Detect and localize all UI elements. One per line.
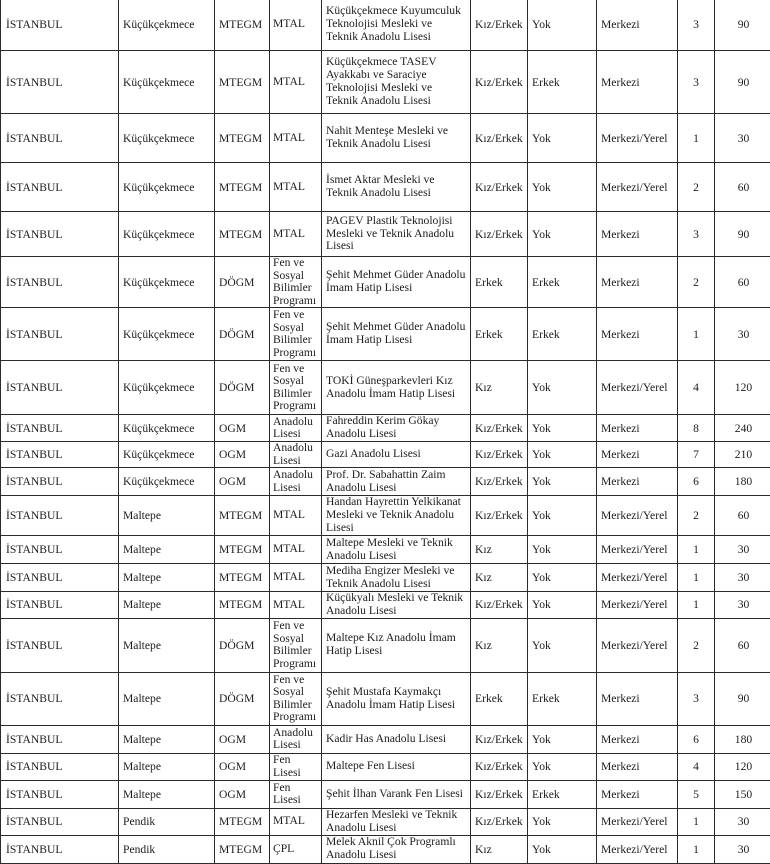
cell-program-type: Fen ve Sosyal Bilimler Programı bbox=[270, 257, 322, 308]
cell-province: İSTANBUL bbox=[1, 672, 119, 725]
cell-placement-type: Merkezi bbox=[597, 415, 678, 442]
cell-branch-count: 4 bbox=[678, 753, 715, 780]
cell-student-gender: Kız/Erkek bbox=[471, 212, 528, 257]
cell-placement-type: Merkezi bbox=[597, 0, 678, 51]
table-row bbox=[1, 212, 770, 257]
cell-school-name: Melek Aknil Çok Programlı Anadolu Lisesi bbox=[322, 835, 471, 863]
cell-program-type: Fen ve Sosyal Bilimler Programı bbox=[270, 361, 322, 415]
cell-branch-count: 1 bbox=[678, 564, 715, 592]
cell-directorate: MTEGM bbox=[215, 564, 270, 592]
cell-province: İSTANBUL bbox=[1, 496, 119, 536]
cell-directorate: DÖGM bbox=[215, 308, 270, 361]
cell-district: Küçükçekmece bbox=[119, 114, 215, 163]
cell-quota: 30 bbox=[715, 808, 770, 835]
cell-school-name: TOKİ Güneşparkevleri Kız Anadolu İmam Hatip Lisesi bbox=[322, 361, 471, 415]
cell-program-type: MTAL bbox=[270, 536, 322, 564]
cell-directorate: MTEGM bbox=[215, 835, 270, 863]
cell-province: İSTANBUL bbox=[1, 536, 119, 564]
cell-student-gender: Erkek bbox=[471, 672, 528, 725]
cell-boarding: Erkek bbox=[528, 672, 597, 725]
cell-placement-type: Merkezi/Yerel bbox=[597, 496, 678, 536]
cell-district: Küçükçekmece bbox=[119, 257, 215, 308]
cell-directorate: OGM bbox=[215, 468, 270, 496]
cell-directorate: DÖGM bbox=[215, 672, 270, 725]
cell-program-type: Fen Lisesi bbox=[270, 780, 322, 808]
cell-province: İSTANBUL bbox=[1, 725, 119, 753]
table-row bbox=[1, 808, 770, 835]
table-row bbox=[1, 257, 770, 308]
cell-province: İSTANBUL bbox=[1, 835, 119, 863]
cell-school-name: Küçükçekmece Kuyumculuk Teknolojisi Mesleki ve Teknik Anadolu Lisesi bbox=[322, 0, 471, 51]
cell-province: İSTANBUL bbox=[1, 114, 119, 163]
cell-quota: 60 bbox=[715, 618, 770, 672]
cell-program-type: MTAL bbox=[270, 808, 322, 835]
cell-student-gender: Kız/Erkek bbox=[471, 780, 528, 808]
cell-district: Küçükçekmece bbox=[119, 0, 215, 51]
cell-school-name: Şehit Mustafa Kaymakçı Anadolu İmam Hatip Lisesi bbox=[322, 672, 471, 725]
cell-directorate: OGM bbox=[215, 753, 270, 780]
cell-directorate: OGM bbox=[215, 442, 270, 468]
cell-quota: 30 bbox=[715, 564, 770, 592]
cell-boarding: Erkek bbox=[528, 257, 597, 308]
cell-directorate: DÖGM bbox=[215, 257, 270, 308]
cell-student-gender: Kız/Erkek bbox=[471, 808, 528, 835]
cell-province: İSTANBUL bbox=[1, 0, 119, 51]
cell-student-gender: Kız/Erkek bbox=[471, 468, 528, 496]
cell-quota: 90 bbox=[715, 51, 770, 114]
cell-student-gender: Kız/Erkek bbox=[471, 114, 528, 163]
table-row bbox=[1, 415, 770, 442]
cell-province: İSTANBUL bbox=[1, 468, 119, 496]
cell-school-name: Şehit İlhan Varank Fen Lisesi bbox=[322, 780, 471, 808]
cell-directorate: MTEGM bbox=[215, 51, 270, 114]
cell-directorate: DÖGM bbox=[215, 361, 270, 415]
cell-district: Küçükçekmece bbox=[119, 468, 215, 496]
cell-program-type: MTAL bbox=[270, 212, 322, 257]
cell-program-type: ÇPL bbox=[270, 835, 322, 863]
table-row bbox=[1, 564, 770, 592]
cell-school-name: Şehit Mehmet Güder Anadolu İmam Hatip Lisesi bbox=[322, 257, 471, 308]
cell-boarding: Yok bbox=[528, 212, 597, 257]
cell-boarding: Yok bbox=[528, 618, 597, 672]
cell-branch-count: 8 bbox=[678, 415, 715, 442]
cell-branch-count: 3 bbox=[678, 0, 715, 51]
cell-directorate: MTEGM bbox=[215, 114, 270, 163]
cell-boarding: Yok bbox=[528, 536, 597, 564]
cell-branch-count: 1 bbox=[678, 592, 715, 619]
cell-placement-type: Merkezi bbox=[597, 753, 678, 780]
cell-province: İSTANBUL bbox=[1, 308, 119, 361]
cell-placement-type: Merkezi/Yerel bbox=[597, 592, 678, 619]
cell-directorate: MTEGM bbox=[215, 808, 270, 835]
cell-student-gender: Kız bbox=[471, 564, 528, 592]
cell-province: İSTANBUL bbox=[1, 415, 119, 442]
table-row bbox=[1, 753, 770, 780]
cell-province: İSTANBUL bbox=[1, 808, 119, 835]
cell-boarding: Yok bbox=[528, 0, 597, 51]
table-row bbox=[1, 592, 770, 619]
cell-directorate: OGM bbox=[215, 780, 270, 808]
cell-district: Maltepe bbox=[119, 592, 215, 619]
cell-directorate: MTEGM bbox=[215, 212, 270, 257]
table-row bbox=[1, 308, 770, 361]
cell-boarding: Erkek bbox=[528, 780, 597, 808]
cell-province: İSTANBUL bbox=[1, 592, 119, 619]
cell-district: Maltepe bbox=[119, 564, 215, 592]
cell-branch-count: 1 bbox=[678, 114, 715, 163]
cell-school-name: Maltepe Fen Lisesi bbox=[322, 753, 471, 780]
cell-school-name: Hezarfen Mesleki ve Teknik Anadolu Lisesi bbox=[322, 808, 471, 835]
cell-quota: 120 bbox=[715, 361, 770, 415]
cell-placement-type: Merkezi/Yerel bbox=[597, 536, 678, 564]
cell-boarding: Yok bbox=[528, 442, 597, 468]
cell-district: Maltepe bbox=[119, 725, 215, 753]
table-row bbox=[1, 468, 770, 496]
cell-district: Maltepe bbox=[119, 780, 215, 808]
cell-boarding: Yok bbox=[528, 808, 597, 835]
cell-province: İSTANBUL bbox=[1, 257, 119, 308]
cell-placement-type: Merkezi bbox=[597, 442, 678, 468]
cell-branch-count: 1 bbox=[678, 835, 715, 863]
cell-school-name: Fahreddin Kerim Gökay Anadolu Lisesi bbox=[322, 415, 471, 442]
cell-province: İSTANBUL bbox=[1, 618, 119, 672]
table-row bbox=[1, 163, 770, 212]
cell-district: Maltepe bbox=[119, 672, 215, 725]
cell-school-name: PAGEV Plastik Teknolojisi Mesleki ve Teknik Anadolu Lisesi bbox=[322, 212, 471, 257]
cell-branch-count: 6 bbox=[678, 468, 715, 496]
cell-quota: 60 bbox=[715, 163, 770, 212]
cell-school-name: Mediha Engizer Mesleki ve Teknik Anadolu Lisesi bbox=[322, 564, 471, 592]
cell-boarding: Yok bbox=[528, 496, 597, 536]
cell-district: Küçükçekmece bbox=[119, 163, 215, 212]
cell-boarding: Erkek bbox=[528, 51, 597, 114]
cell-district: Maltepe bbox=[119, 618, 215, 672]
cell-directorate: MTEGM bbox=[215, 163, 270, 212]
cell-district: Küçükçekmece bbox=[119, 442, 215, 468]
cell-branch-count: 3 bbox=[678, 51, 715, 114]
cell-district: Maltepe bbox=[119, 753, 215, 780]
cell-province: İSTANBUL bbox=[1, 780, 119, 808]
cell-quota: 90 bbox=[715, 212, 770, 257]
cell-student-gender: Kız/Erkek bbox=[471, 415, 528, 442]
cell-program-type: MTAL bbox=[270, 564, 322, 592]
cell-student-gender: Kız/Erkek bbox=[471, 725, 528, 753]
cell-school-name: İsmet Aktar Mesleki ve Teknik Anadolu Lisesi bbox=[322, 163, 471, 212]
cell-program-type: Anadolu Lisesi bbox=[270, 725, 322, 753]
cell-boarding: Yok bbox=[528, 468, 597, 496]
cell-district: Maltepe bbox=[119, 496, 215, 536]
cell-student-gender: Kız bbox=[471, 361, 528, 415]
cell-placement-type: Merkezi bbox=[597, 308, 678, 361]
cell-placement-type: Merkezi bbox=[597, 51, 678, 114]
cell-boarding: Yok bbox=[528, 725, 597, 753]
cell-province: İSTANBUL bbox=[1, 564, 119, 592]
cell-boarding: Yok bbox=[528, 753, 597, 780]
cell-program-type: MTAL bbox=[270, 592, 322, 619]
cell-branch-count: 3 bbox=[678, 672, 715, 725]
cell-quota: 30 bbox=[715, 592, 770, 619]
table-row bbox=[1, 51, 770, 114]
cell-student-gender: Kız/Erkek bbox=[471, 163, 528, 212]
cell-program-type: Anadolu Lisesi bbox=[270, 415, 322, 442]
cell-student-gender: Kız/Erkek bbox=[471, 592, 528, 619]
cell-quota: 30 bbox=[715, 536, 770, 564]
cell-program-type: MTAL bbox=[270, 51, 322, 114]
cell-school-name: Küçükyalı Mesleki ve Teknik Anadolu Lisesi bbox=[322, 592, 471, 619]
cell-province: İSTANBUL bbox=[1, 442, 119, 468]
cell-student-gender: Erkek bbox=[471, 257, 528, 308]
cell-boarding: Yok bbox=[528, 114, 597, 163]
cell-boarding: Erkek bbox=[528, 308, 597, 361]
cell-quota: 180 bbox=[715, 468, 770, 496]
cell-district: Pendik bbox=[119, 835, 215, 863]
cell-district: Küçükçekmece bbox=[119, 212, 215, 257]
cell-province: İSTANBUL bbox=[1, 361, 119, 415]
table-row bbox=[1, 361, 770, 415]
cell-school-name: Maltepe Mesleki ve Teknik Anadolu Lisesi bbox=[322, 536, 471, 564]
cell-placement-type: Merkezi bbox=[597, 468, 678, 496]
cell-province: İSTANBUL bbox=[1, 51, 119, 114]
cell-placement-type: Merkezi/Yerel bbox=[597, 114, 678, 163]
table-row bbox=[1, 725, 770, 753]
table-row bbox=[1, 442, 770, 468]
cell-placement-type: Merkezi bbox=[597, 257, 678, 308]
cell-program-type: Fen ve Sosyal Bilimler Programı bbox=[270, 308, 322, 361]
cell-school-name: Handan Hayrettin Yelkikanat Mesleki ve Teknik Anadolu Lisesi bbox=[322, 496, 471, 536]
cell-branch-count: 7 bbox=[678, 442, 715, 468]
cell-boarding: Yok bbox=[528, 361, 597, 415]
cell-program-type: MTAL bbox=[270, 114, 322, 163]
cell-quota: 150 bbox=[715, 780, 770, 808]
cell-directorate: MTEGM bbox=[215, 592, 270, 619]
cell-school-name: Kadir Has Anadolu Lisesi bbox=[322, 725, 471, 753]
cell-placement-type: Merkezi bbox=[597, 212, 678, 257]
cell-directorate: MTEGM bbox=[215, 536, 270, 564]
table-row bbox=[1, 114, 770, 163]
cell-directorate: MTEGM bbox=[215, 496, 270, 536]
cell-student-gender: Kız/Erkek bbox=[471, 0, 528, 51]
cell-quota: 180 bbox=[715, 725, 770, 753]
cell-district: Maltepe bbox=[119, 536, 215, 564]
cell-quota: 30 bbox=[715, 835, 770, 863]
cell-quota: 30 bbox=[715, 308, 770, 361]
cell-student-gender: Kız/Erkek bbox=[471, 442, 528, 468]
table-row bbox=[1, 672, 770, 725]
cell-district: Pendik bbox=[119, 808, 215, 835]
cell-quota: 60 bbox=[715, 496, 770, 536]
cell-school-name: Şehit Mehmet Güder Anadolu İmam Hatip Lisesi bbox=[322, 308, 471, 361]
cell-directorate: MTEGM bbox=[215, 0, 270, 51]
cell-boarding: Yok bbox=[528, 564, 597, 592]
cell-branch-count: 1 bbox=[678, 536, 715, 564]
cell-branch-count: 6 bbox=[678, 725, 715, 753]
cell-district: Küçükçekmece bbox=[119, 361, 215, 415]
cell-branch-count: 5 bbox=[678, 780, 715, 808]
cell-branch-count: 4 bbox=[678, 361, 715, 415]
cell-program-type: MTAL bbox=[270, 496, 322, 536]
table-body bbox=[1, 0, 770, 863]
cell-school-name: Nahit Menteşe Mesleki ve Teknik Anadolu Lisesi bbox=[322, 114, 471, 163]
cell-district: Küçükçekmece bbox=[119, 415, 215, 442]
cell-student-gender: Erkek bbox=[471, 308, 528, 361]
cell-quota: 30 bbox=[715, 114, 770, 163]
cell-placement-type: Merkezi/Yerel bbox=[597, 564, 678, 592]
cell-student-gender: Kız bbox=[471, 835, 528, 863]
cell-placement-type: Merkezi/Yerel bbox=[597, 618, 678, 672]
cell-branch-count: 2 bbox=[678, 257, 715, 308]
cell-directorate: DÖGM bbox=[215, 618, 270, 672]
cell-province: İSTANBUL bbox=[1, 753, 119, 780]
cell-quota: 60 bbox=[715, 257, 770, 308]
cell-program-type: Fen Lisesi bbox=[270, 753, 322, 780]
cell-province: İSTANBUL bbox=[1, 212, 119, 257]
cell-district: Küçükçekmece bbox=[119, 51, 215, 114]
table-row bbox=[1, 536, 770, 564]
cell-placement-type: Merkezi bbox=[597, 780, 678, 808]
cell-boarding: Yok bbox=[528, 835, 597, 863]
cell-student-gender: Kız/Erkek bbox=[471, 51, 528, 114]
cell-branch-count: 1 bbox=[678, 308, 715, 361]
cell-program-type: MTAL bbox=[270, 0, 322, 51]
cell-boarding: Yok bbox=[528, 163, 597, 212]
cell-placement-type: Merkezi/Yerel bbox=[597, 835, 678, 863]
cell-quota: 210 bbox=[715, 442, 770, 468]
table-row bbox=[1, 496, 770, 536]
cell-placement-type: Merkezi/Yerel bbox=[597, 163, 678, 212]
cell-school-name: Gazi Anadolu Lisesi bbox=[322, 442, 471, 468]
cell-student-gender: Kız/Erkek bbox=[471, 496, 528, 536]
cell-program-type: Anadolu Lisesi bbox=[270, 468, 322, 496]
cell-program-type: Fen ve Sosyal Bilimler Programı bbox=[270, 618, 322, 672]
cell-boarding: Yok bbox=[528, 415, 597, 442]
cell-branch-count: 3 bbox=[678, 212, 715, 257]
cell-program-type: Anadolu Lisesi bbox=[270, 442, 322, 468]
cell-branch-count: 2 bbox=[678, 618, 715, 672]
cell-branch-count: 2 bbox=[678, 496, 715, 536]
cell-program-type: MTAL bbox=[270, 163, 322, 212]
cell-school-name: Küçükçekmece TASEV Ayakkabı ve Saraciye Teknolojisi Mesleki ve Teknik Anadolu Lisesi bbox=[322, 51, 471, 114]
cell-branch-count: 1 bbox=[678, 808, 715, 835]
cell-province: İSTANBUL bbox=[1, 163, 119, 212]
cell-quota: 240 bbox=[715, 415, 770, 442]
cell-school-name: Prof. Dr. Sabahattin Zaim Anadolu Lisesi bbox=[322, 468, 471, 496]
cell-program-type: Fen ve Sosyal Bilimler Programı bbox=[270, 672, 322, 725]
cell-directorate: OGM bbox=[215, 415, 270, 442]
cell-student-gender: Kız/Erkek bbox=[471, 753, 528, 780]
cell-school-name: Maltepe Kız Anadolu İmam Hatip Lisesi bbox=[322, 618, 471, 672]
cell-quota: 120 bbox=[715, 753, 770, 780]
cell-placement-type: Merkezi bbox=[597, 672, 678, 725]
cell-student-gender: Kız bbox=[471, 536, 528, 564]
cell-quota: 90 bbox=[715, 0, 770, 51]
cell-directorate: OGM bbox=[215, 725, 270, 753]
cell-boarding: Yok bbox=[528, 592, 597, 619]
cell-district: Küçükçekmece bbox=[119, 308, 215, 361]
cell-quota: 90 bbox=[715, 672, 770, 725]
table-row bbox=[1, 618, 770, 672]
table-row bbox=[1, 780, 770, 808]
cell-placement-type: Merkezi bbox=[597, 725, 678, 753]
cell-student-gender: Kız bbox=[471, 618, 528, 672]
cell-branch-count: 2 bbox=[678, 163, 715, 212]
table-row bbox=[1, 0, 770, 51]
cell-placement-type: Merkezi/Yerel bbox=[597, 361, 678, 415]
cell-placement-type: Merkezi/Yerel bbox=[597, 808, 678, 835]
